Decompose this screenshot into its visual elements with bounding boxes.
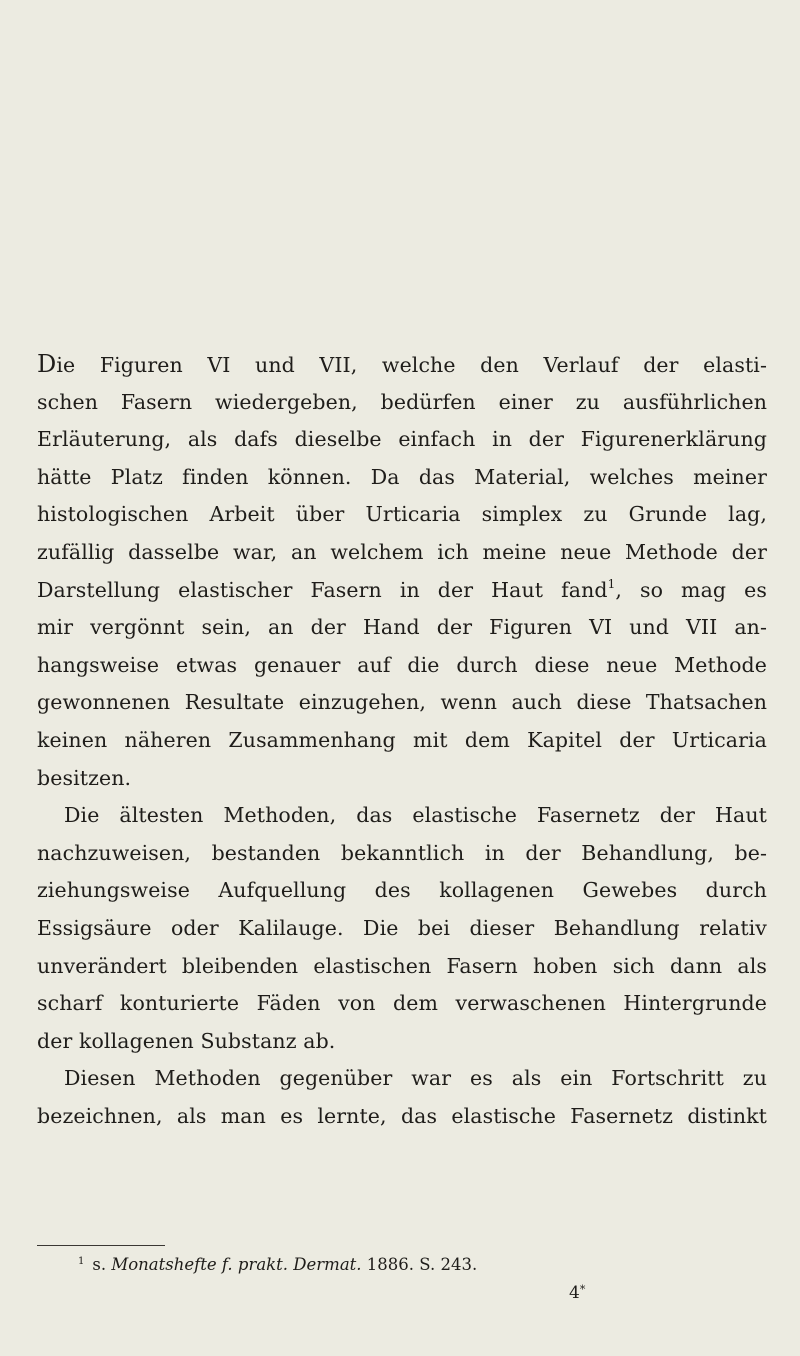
signature-star: * <box>579 1283 586 1296</box>
footnote <box>78 1254 477 1276</box>
text-line: der kollagenen Substanz ab. <box>37 1028 336 1053</box>
text-line <box>37 572 767 610</box>
signature-number: 4 <box>569 1283 580 1303</box>
footnote-prefix: s. <box>92 1255 107 1274</box>
text-line: Diesen Methoden gegenüber war es als ein Fortschritt zu <box>64 1066 767 1091</box>
signature-mark <box>569 1282 585 1304</box>
text-line: Erläuterung, als dafs dieselbe einfach in der Figurenerklärung <box>37 427 767 452</box>
text-line: bezeichnen, als man es lernte, das elastische Fasernetz distinkt <box>37 1103 767 1128</box>
text-line: hätte Platz finden können. Da das Material, welches meiner <box>37 464 767 489</box>
text-line-content: Darstellung elastischer Fasern in der Haut fand <box>37 577 608 602</box>
text-line-content: ie Figuren VI und VII, welche den Verlauf der elasti- <box>56 353 767 377</box>
text-line: keinen näheren Zusammenhang mit dem Kapitel der Urticaria <box>37 727 767 752</box>
footnote-mark: 1 <box>78 1256 85 1267</box>
text-line: Essigsäure oder Kalilauge. Die bei dieser Behandlung relativ <box>37 915 767 940</box>
text-line: unverändert bleibenden elastischen Fasern hoben sich dann als <box>37 953 767 978</box>
footnote-citation: 1886. S. 243. <box>366 1255 478 1274</box>
footnote-divider <box>37 1245 165 1246</box>
text-line: Die ältesten Methoden, das elastische Fasernetz der Haut <box>64 803 767 828</box>
text-line: nachzuweisen, bestanden bekanntlich in der Behandlung, be- <box>37 840 767 865</box>
text-line: scharf konturierte Fäden von dem verwaschenen Hintergrunde <box>37 991 767 1016</box>
text-line: histologischen Arbeit über Urticaria simplex zu Grunde lag, <box>37 502 767 527</box>
text-line-content: , so mag es <box>615 577 767 602</box>
text-line: besitzen. <box>37 765 132 790</box>
drop-letter: D <box>37 350 57 378</box>
text-line: mir vergönnt sein, an der Hand der Figuren VI und VII an- <box>37 615 767 640</box>
text-line: schen Fasern wiedergeben, bedürfen einer zu ausführlichen <box>37 389 767 414</box>
text-line: zufällig dasselbe war, an welchem ich meine neue Methode der <box>37 539 767 564</box>
text-line: ziehungsweise Aufquellung des kollagenen Gewebes durch <box>37 878 767 903</box>
text-line <box>37 346 767 384</box>
text-line: gewonnenen Resultate einzugehen, wenn auch diese Thatsachen <box>37 690 767 715</box>
body-text <box>37 346 767 1135</box>
footnote-reference[interactable]: 1 <box>607 576 616 591</box>
text-line: hangsweise etwas genauer auf die durch diese neue Methode <box>37 652 767 677</box>
footnote-journal: Monatshefte f. prakt. Dermat. <box>111 1255 362 1274</box>
